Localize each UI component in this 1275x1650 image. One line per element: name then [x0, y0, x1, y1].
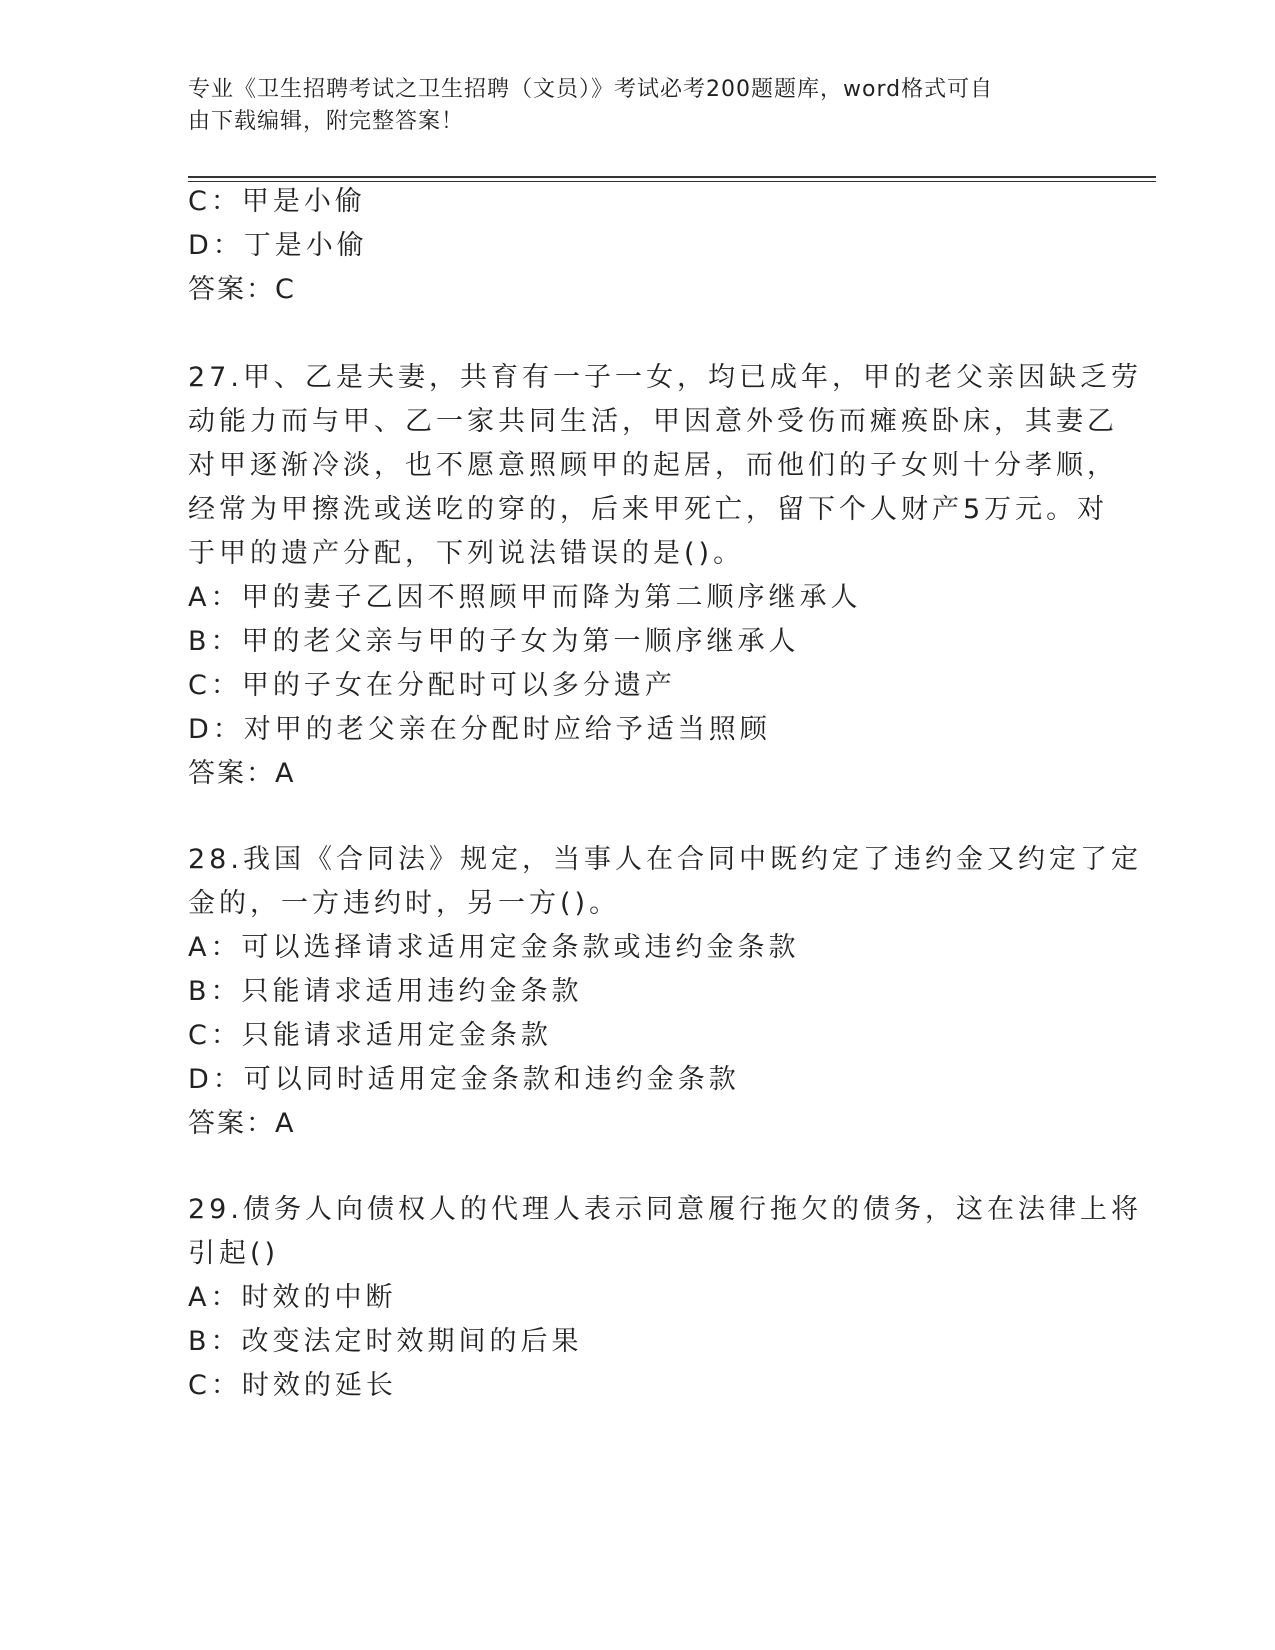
q29-stem-line-1: 29.债务人向债权人的代理人表示同意履行拖欠的债务，这在法律上将: [188, 1194, 1142, 1225]
q27-stem-line-3: 对甲逐渐冷淡，也不愿意照顾甲的起居，而他们的子女则十分孝顺，: [188, 450, 1118, 481]
q28-option-c: C：只能请求适用定金条款: [188, 1020, 552, 1051]
q27-answer: 答案：A: [188, 758, 296, 789]
document-header: [188, 74, 1068, 138]
q29-option-c: C：时效的延长: [188, 1370, 397, 1401]
header-divider-thick: [188, 176, 1156, 178]
q28-stem-line-1: 28.我国《合同法》规定，当事人在合同中既约定了违约金又约定了定: [188, 844, 1142, 875]
q27-stem-line-5: 于甲的遗产分配，下列说法错误的是()。: [188, 538, 745, 569]
q28-option-d: D：可以同时适用定金条款和违约金条款: [188, 1064, 740, 1095]
q27-option-d: D：对甲的老父亲在分配时应给予适当照顾: [188, 714, 771, 745]
q27-option-a: A：甲的妻子乙因不照顾甲而降为第二顺序继承人: [188, 582, 862, 613]
q27-stem-line-4: 经常为甲擦洗或送吃的穿的，后来甲死亡，留下个人财产5万元。对: [188, 494, 1109, 525]
q26-option-c: C：甲是小偷: [188, 186, 366, 217]
q28-stem-line-2: 金的，一方违约时，另一方()。: [188, 888, 621, 919]
q28-option-b: B：只能请求适用违约金条款: [188, 976, 583, 1007]
q27-stem-line-2: 动能力而与甲、乙一家共同生活，甲因意外受伤而瘫痪卧床，其妻乙: [188, 406, 1118, 437]
q26-option-d: D：丁是小偷: [188, 230, 368, 261]
q27-option-c: C：甲的子女在分配时可以多分遗产: [188, 670, 676, 701]
q27-stem-line-1: 27.甲、乙是夫妻，共育有一子一女，均已成年，甲的老父亲因缺乏劳: [188, 362, 1142, 393]
q29-option-a: A：时效的中断: [188, 1282, 397, 1313]
header-divider-thin: [188, 181, 1156, 182]
q26-answer: 答案：C: [188, 274, 296, 305]
q28-answer: 答案：A: [188, 1108, 296, 1139]
header-title-line-2: 由下载编辑，附完整答案！: [188, 109, 465, 134]
q29-stem-line-2: 引起(): [188, 1238, 280, 1269]
header-title-line-1: 专业《卫生招聘考试之卫生招聘（文员）》考试必考200题题库，word格式可自: [188, 77, 994, 102]
q29-option-b: B：改变法定时效期间的后果: [188, 1326, 583, 1357]
q28-option-a: A：可以选择请求适用定金条款或违约金条款: [188, 932, 800, 963]
q27-option-b: B：甲的老父亲与甲的子女为第一顺序继承人: [188, 626, 800, 657]
